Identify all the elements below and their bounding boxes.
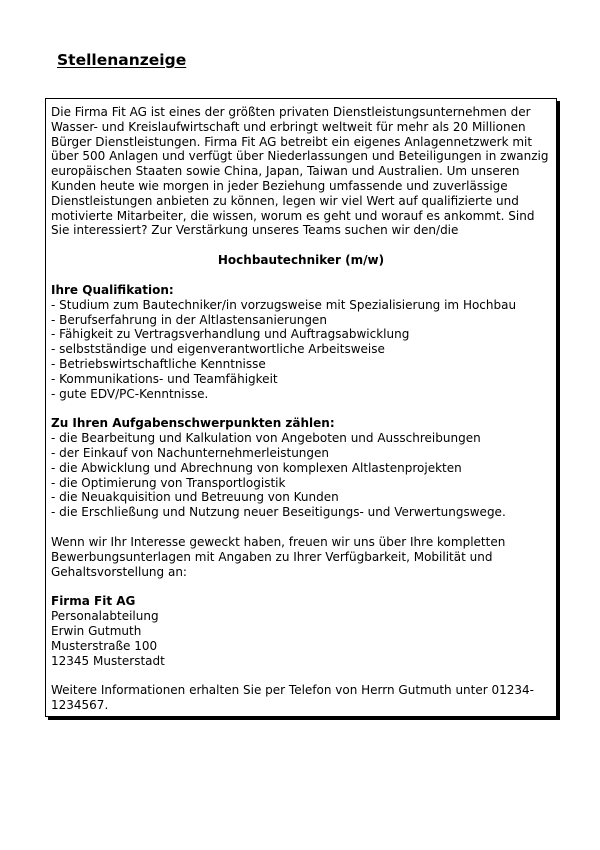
company-name: Firma Fit AG	[51, 594, 136, 609]
job-ad-box	[45, 98, 557, 717]
city: 12345 Musterstadt	[51, 653, 165, 668]
list-item: - die Bearbeitung und Kalkulation von Angeboten und Ausschreibungen	[51, 431, 551, 446]
list-item: - die Neuakquisition und Betreuung von Kunden	[51, 490, 551, 505]
contact-person: Erwin Gutmuth	[51, 623, 142, 638]
list-item: - die Optimierung von Transportlogistik	[51, 476, 551, 491]
list-item: - Kommunikations- und Teamfähigkeit	[51, 372, 551, 387]
page-title: Stellenanzeige	[57, 51, 187, 69]
contact-address	[51, 594, 551, 668]
tasks-list	[51, 431, 551, 520]
department: Personalabteilung	[51, 609, 159, 624]
list-item: - Berufserfahrung in der Altlastensanierungen	[51, 313, 551, 328]
street: Musterstraße 100	[51, 638, 158, 653]
footer-info: Weitere Informationen erhalten Sie per Telefon von Herrn Gutmuth unter 01234-1234567.	[51, 683, 534, 713]
tasks-heading: Zu Ihren Aufgabenschwerpunkten zählen:	[51, 416, 335, 431]
intro-paragraph: Die Firma Fit AG ist eines der größten privaten Dienstleistungsunternehmen der Wasser- und Kreislaufwirtschaft und erbringt weltweit für mehr als 20 Millionen Bürger Dienstleistungen. Firma Fit AG betreibt ein eigenes Anlagennetzwerk mit über 500 Anlagen und verfügt über Niederlassungen und Beteiligungen in zwanzig europäischen Staaten sowie China, Japan, Taiwan und Australien. Um unseren Kunden heute wie morgen in jeder Beziehung umfassende und zuverlässige Dienstleistungen anbieten zu können, legen wir viel Wert auf qualifizierte und motivierte Mitarbeiter, die wissen, worum es geht und worauf es ankommt. Sind Sie interessiert? Zur Verstärkung unseres Teams suchen wir den/die	[51, 105, 549, 238]
list-item: - selbstständige und eigenverantwortliche Arbeitsweise	[51, 342, 551, 357]
job-title: Hochbautechniker (m/w)	[217, 253, 385, 268]
list-item: - Fähigkeit zu Vertragsverhandlung und Auftragsabwicklung	[51, 327, 551, 342]
list-item: - die Erschließung und Nutzung neuer Beseitigungs- und Verwertungswege.	[51, 505, 551, 520]
list-item: - gute EDV/PC-Kenntnisse.	[51, 387, 551, 402]
closing-paragraph: Wenn wir Ihr Interesse geweckt haben, freuen wir uns über Ihre kompletten Bewerbungsunterlagen mit Angaben zu Ihrer Verfügbarkeit, Mobilität und Gehaltsvorstellung an:	[51, 534, 506, 579]
list-item: - die Abwicklung und Abrechnung von komplexen Altlastenprojekten	[51, 461, 551, 476]
qualifications-heading: Ihre Qualifikation:	[51, 282, 174, 297]
tasks-section	[51, 416, 551, 520]
list-item: - Studium zum Bautechniker/in vorzugsweise mit Spezialisierung im Hochbau	[51, 298, 551, 313]
qualifications-section	[51, 283, 551, 401]
list-item: - der Einkauf von Nachunternehmerleistungen	[51, 446, 551, 461]
list-item: - Betriebswirtschaftliche Kenntnisse	[51, 357, 551, 372]
qualifications-list	[51, 298, 551, 402]
